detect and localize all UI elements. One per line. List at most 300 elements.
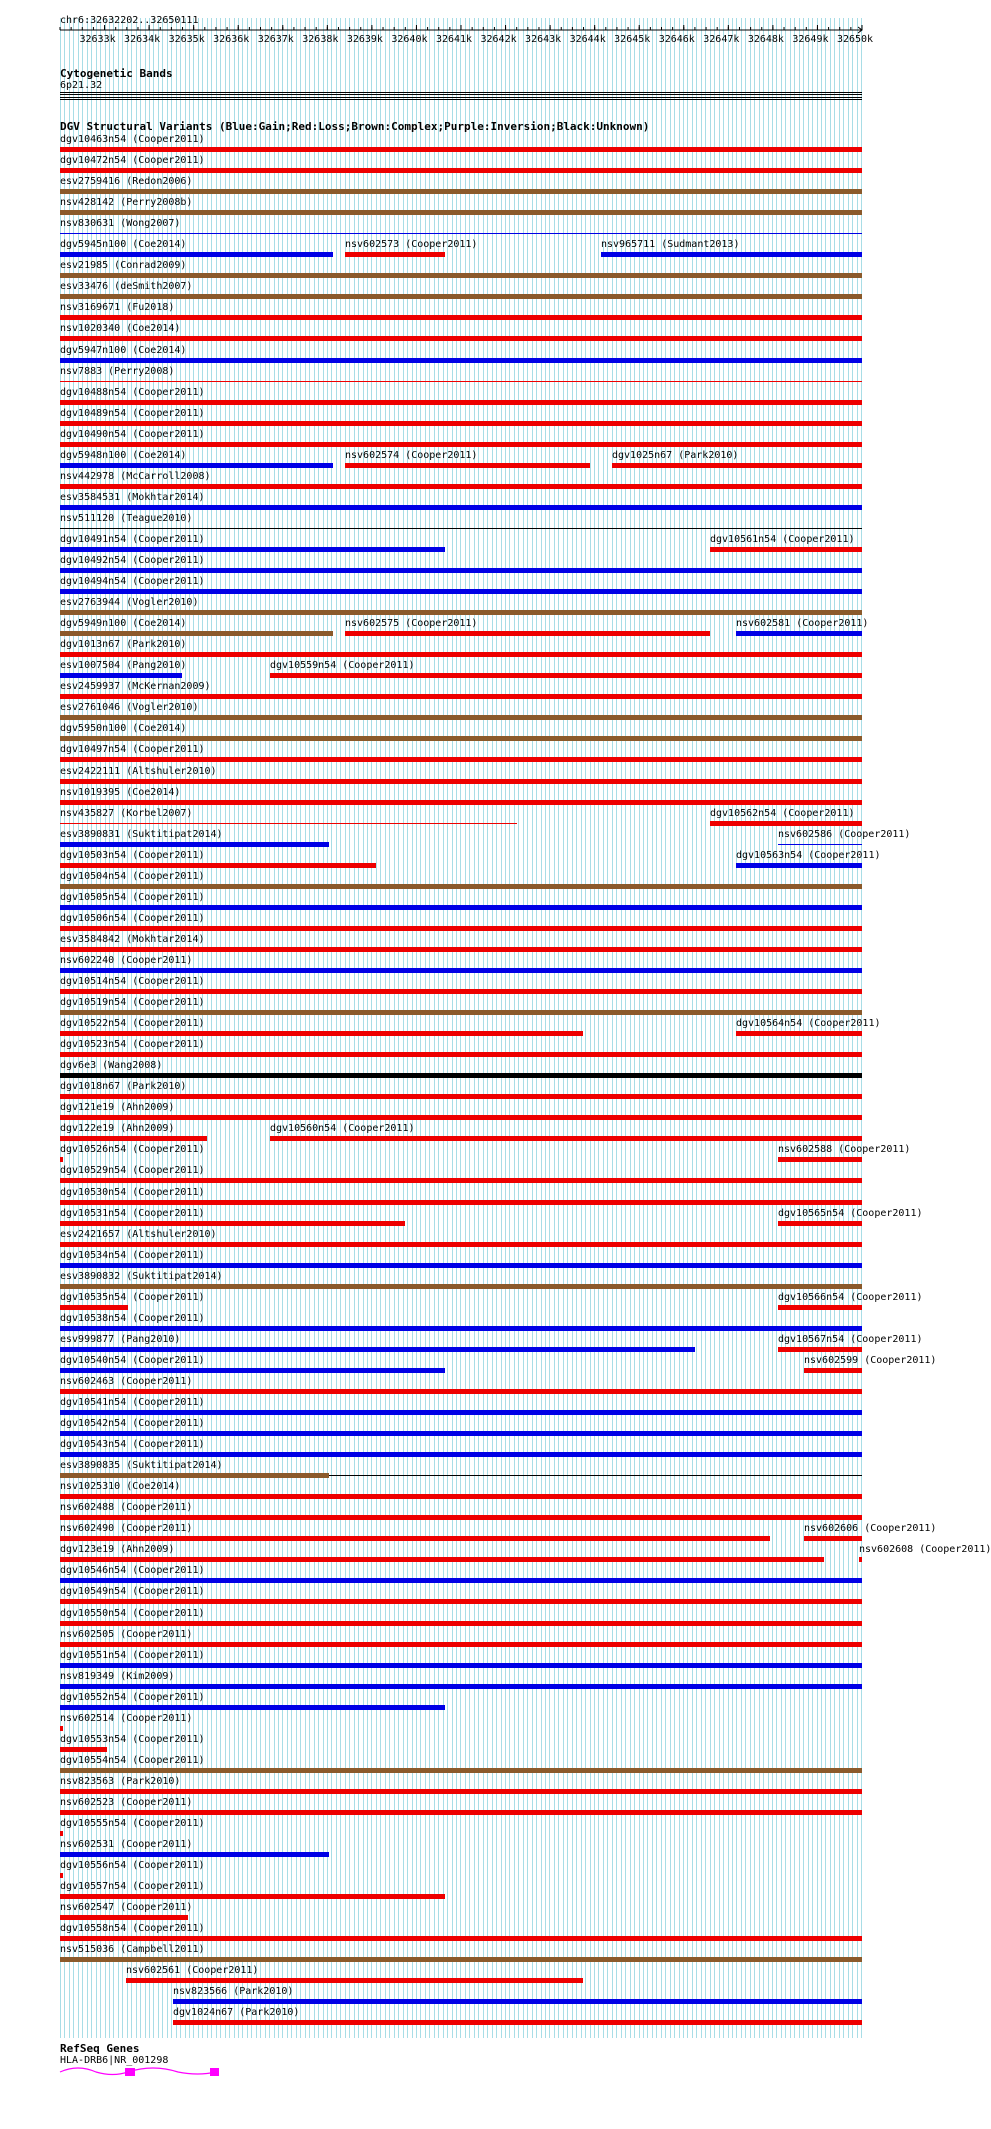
sv-feature-bar-loss[interactable] <box>60 1494 862 1499</box>
sv-feature-label[interactable]: nsv7883 (Perry2008) <box>60 366 175 377</box>
sv-feature-bar-loss[interactable] <box>60 1810 862 1815</box>
sv-feature-bar-loss[interactable] <box>60 800 862 805</box>
sv-feature-bar-loss[interactable] <box>60 336 862 341</box>
sv-feature-bar-gain[interactable] <box>60 1578 862 1583</box>
grid-line <box>247 18 248 2038</box>
sv-feature-label[interactable]: nsv602561 (Cooper2011) <box>126 1965 259 1976</box>
grid-line <box>509 18 510 2038</box>
sv-feature-label[interactable]: dgv10492n54 (Cooper2011) <box>60 555 205 566</box>
sv-feature-label[interactable]: dgv121e19 (Ahn2009) <box>60 1102 175 1113</box>
sv-feature-bar-loss[interactable] <box>60 1642 862 1647</box>
sv-feature-label[interactable]: nsv435827 (Korbel2007) <box>60 808 193 819</box>
sv-feature-bar-loss[interactable] <box>60 442 862 447</box>
sv-feature-bar-loss[interactable] <box>270 1136 862 1141</box>
sv-feature-bar-loss[interactable] <box>736 1031 862 1036</box>
grid-line <box>594 18 595 2038</box>
grid-line <box>474 18 475 2038</box>
sv-feature-label[interactable]: dgv5949n100 (Coe2014) <box>60 618 187 629</box>
sv-feature-bar-gain[interactable] <box>60 1263 862 1268</box>
sv-feature-label[interactable]: dgv10551n54 (Cooper2011) <box>60 1650 205 1661</box>
sv-feature-bar-loss[interactable] <box>60 1136 207 1141</box>
sv-feature-label[interactable]: esv3584842 (Mokhtar2014) <box>60 934 205 945</box>
grid-line <box>514 18 515 2038</box>
sv-feature-label[interactable]: esv3890832 (Suktitipat2014) <box>60 1271 223 1282</box>
sv-feature-bar-loss[interactable] <box>270 673 862 678</box>
sv-feature-label[interactable]: dgv10564n54 (Cooper2011) <box>736 1018 881 1029</box>
grid-line <box>483 18 484 2038</box>
sv-feature-bar-gain[interactable] <box>60 842 329 847</box>
grid-line <box>683 18 684 2038</box>
sv-feature-label[interactable]: dgv10550n54 (Cooper2011) <box>60 1608 205 1619</box>
grid-line <box>598 18 599 2038</box>
grid-line <box>701 18 702 2038</box>
sv-feature-label[interactable]: dgv10567n54 (Cooper2011) <box>778 1334 923 1345</box>
sv-feature-bar-loss[interactable] <box>60 147 862 152</box>
sv-feature-bar-gain[interactable] <box>60 505 862 510</box>
grid-line <box>460 18 461 2038</box>
sv-feature-bar-gain[interactable] <box>60 568 862 573</box>
sv-feature-bar-loss[interactable] <box>60 947 862 952</box>
sv-feature-bar-loss[interactable] <box>60 1305 128 1310</box>
sv-feature-bar-loss[interactable] <box>60 1052 862 1057</box>
sv-feature-label[interactable]: nsv602599 (Cooper2011) <box>804 1355 937 1366</box>
grid-line <box>643 18 644 2038</box>
sv-feature-label[interactable]: dgv10540n54 (Cooper2011) <box>60 1355 205 1366</box>
grid-line <box>367 18 368 2038</box>
gene-exon <box>210 2068 219 2076</box>
grid-line <box>603 18 604 2038</box>
sv-feature-label[interactable]: esv33476 (deSmith2007) <box>60 281 193 292</box>
sv-feature-bar-loss[interactable] <box>60 1599 862 1604</box>
sv-feature-bar-loss[interactable] <box>60 1936 862 1941</box>
sv-feature-bar-loss[interactable] <box>60 926 862 931</box>
sv-feature-bar-gain[interactable] <box>60 1368 445 1373</box>
grid-line <box>287 18 288 2038</box>
sv-feature-label[interactable]: nsv428142 (Perry2008b) <box>60 197 193 208</box>
sv-feature-bar-loss[interactable] <box>60 1157 63 1162</box>
sv-feature-bar-loss[interactable] <box>60 1242 862 1247</box>
ruler-tick-label: 32635k <box>168 34 205 45</box>
sv-feature-label[interactable]: dgv10489n54 (Cooper2011) <box>60 408 205 419</box>
sv-feature-bar-gain[interactable] <box>60 252 333 257</box>
sv-feature-label[interactable]: dgv1025n67 (Park2010) <box>612 450 739 461</box>
sv-feature-bar-gain[interactable] <box>778 844 862 845</box>
sv-feature-bar-gain[interactable] <box>60 905 862 910</box>
grid-line <box>256 18 257 2038</box>
grid-line <box>719 18 720 2038</box>
sv-feature-bar-loss[interactable] <box>60 1178 862 1183</box>
refseq-track-title: RefSeq Genes <box>60 2042 140 2055</box>
sv-feature-bar-loss[interactable] <box>126 1978 583 1983</box>
sv-feature-bar-loss[interactable] <box>60 484 862 489</box>
sv-feature-label[interactable]: dgv10562n54 (Cooper2011) <box>710 808 855 819</box>
sv-feature-label[interactable]: dgv10504n54 (Cooper2011) <box>60 871 205 882</box>
sv-feature-bar-loss[interactable] <box>778 1305 862 1310</box>
sv-feature-bar-complex[interactable] <box>60 1010 862 1015</box>
sv-feature-bar-complex[interactable] <box>60 210 862 215</box>
sv-feature-label[interactable]: nsv602514 (Cooper2011) <box>60 1713 193 1724</box>
sv-feature-bar-gain[interactable] <box>60 968 862 973</box>
sv-feature-label[interactable]: dgv10531n54 (Cooper2011) <box>60 1208 205 1219</box>
sv-feature-bar-loss[interactable] <box>60 757 862 762</box>
grid-line <box>572 18 573 2038</box>
grid-line <box>305 18 306 2038</box>
grid-line <box>563 18 564 2038</box>
sv-feature-bar-loss[interactable] <box>859 1557 862 1562</box>
sv-feature-label[interactable]: esv2422111 (Altshuler2010) <box>60 766 217 777</box>
sv-feature-label[interactable]: nsv442978 (McCarroll2008) <box>60 471 211 482</box>
sv-feature-bar-gain[interactable] <box>736 863 862 868</box>
ruler-tick-label: 32639k <box>346 34 383 45</box>
sv-feature-bar-complex[interactable] <box>60 884 862 889</box>
grid-line <box>220 18 221 2038</box>
grid-line <box>554 18 555 2038</box>
sv-feature-label[interactable]: dgv10530n54 (Cooper2011) <box>60 1187 205 1198</box>
sv-feature-bar-loss[interactable] <box>345 252 445 257</box>
gene-intron-line <box>60 2068 216 2075</box>
sv-feature-label[interactable]: dgv10566n54 (Cooper2011) <box>778 1292 923 1303</box>
sv-feature-label[interactable]: dgv1013n67 (Park2010) <box>60 639 187 650</box>
sv-feature-label[interactable]: nsv602575 (Cooper2011) <box>345 618 478 629</box>
sv-feature-bar-loss[interactable] <box>60 1894 445 1899</box>
sv-feature-label[interactable]: esv1007504 (Pang2010) <box>60 660 187 671</box>
sv-feature-bar-complex[interactable] <box>60 189 862 194</box>
sv-feature-bar-gain[interactable] <box>60 1410 862 1415</box>
sv-feature-bar-loss[interactable] <box>612 463 862 468</box>
dgv-track-title: DGV Structural Variants (Blue:Gain;Red:Loss;Brown:Complex;Purple:Inversion;Black:Unknown) <box>60 120 650 133</box>
ruler-tick-label: 32636k <box>213 34 250 45</box>
sv-feature-bar-loss[interactable] <box>60 779 862 784</box>
grid-line <box>505 18 506 2038</box>
sv-feature-label[interactable]: dgv5950n100 (Coe2014) <box>60 723 187 734</box>
grid-line <box>545 18 546 2038</box>
sv-feature-label[interactable]: dgv10503n54 (Cooper2011) <box>60 850 205 861</box>
refseq-gene-model[interactable] <box>58 2064 238 2080</box>
sv-feature-label[interactable]: nsv602463 (Cooper2011) <box>60 1376 193 1387</box>
grid-line <box>403 18 404 2038</box>
ruler-tick-label: 32642k <box>480 34 517 45</box>
grid-line <box>389 18 390 2038</box>
sv-feature-bar-loss[interactable] <box>345 463 590 468</box>
sv-feature-label[interactable]: nsv602608 (Cooper2011) <box>859 1544 991 1555</box>
sv-feature-bar-loss[interactable] <box>804 1368 862 1373</box>
sv-feature-label[interactable]: esv2763944 (Vogler2010) <box>60 597 199 608</box>
sv-feature-label[interactable]: dgv6e3 (Wang2008) <box>60 1060 163 1071</box>
sv-feature-bar-loss[interactable] <box>60 1747 107 1752</box>
sv-feature-label[interactable]: nsv1019395 (Coe2014) <box>60 787 181 798</box>
sv-feature-bar-loss[interactable] <box>60 1221 405 1226</box>
grid-line <box>354 18 355 2038</box>
grid-line <box>398 18 399 2038</box>
grid-line <box>407 18 408 2038</box>
sv-feature-label[interactable]: nsv819349 (Kim2009) <box>60 1671 175 1682</box>
sv-feature-label[interactable]: dgv10538n54 (Cooper2011) <box>60 1313 205 1324</box>
sv-feature-bar-loss[interactable] <box>710 821 862 826</box>
sv-feature-label[interactable]: nsv823566 (Park2010) <box>173 1986 294 1997</box>
sv-feature-bar-loss[interactable] <box>60 1831 63 1836</box>
sv-feature-bar-gain[interactable] <box>60 673 182 678</box>
sv-feature-label[interactable]: dgv10541n54 (Cooper2011) <box>60 1397 205 1408</box>
sv-feature-bar-loss[interactable] <box>60 863 376 868</box>
sv-feature-label[interactable]: dgv10543n54 (Cooper2011) <box>60 1439 205 1450</box>
ruler-tick-label: 32638k <box>302 34 339 45</box>
grid-line <box>692 18 693 2038</box>
sv-feature-bar-gain[interactable] <box>60 1663 862 1668</box>
sv-feature-bar-loss[interactable] <box>778 1221 862 1226</box>
sv-feature-label[interactable]: dgv10565n54 (Cooper2011) <box>778 1208 923 1219</box>
sv-feature-label[interactable]: nsv602588 (Cooper2011) <box>778 1144 911 1155</box>
ruler-tick-label: 32633k <box>79 34 116 45</box>
sv-feature-label[interactable]: esv2761046 (Vogler2010) <box>60 702 199 713</box>
sv-feature-bar-complex[interactable] <box>60 273 862 278</box>
sv-feature-label[interactable]: dgv10559n54 (Cooper2011) <box>270 660 415 671</box>
sv-feature-bar-loss[interactable] <box>804 1536 862 1541</box>
sv-feature-label[interactable]: nsv602490 (Cooper2011) <box>60 1523 193 1534</box>
sv-feature-bar-loss[interactable] <box>60 1389 862 1394</box>
sv-feature-bar-complex[interactable] <box>60 1284 862 1289</box>
sv-feature-label[interactable]: dgv10505n54 (Cooper2011) <box>60 892 205 903</box>
sv-feature-bar-gain[interactable] <box>60 547 445 552</box>
grid-line <box>238 18 239 2038</box>
sv-feature-tail <box>329 1475 862 1476</box>
sv-feature-label[interactable]: dgv10497n54 (Cooper2011) <box>60 744 205 755</box>
sv-feature-bar-loss[interactable] <box>60 1115 862 1120</box>
sv-feature-bar-complex[interactable] <box>60 1957 862 1962</box>
grid-line <box>394 18 395 2038</box>
sv-feature-bar-loss[interactable] <box>173 2020 862 2025</box>
sv-feature-label[interactable]: dgv10534n54 (Cooper2011) <box>60 1250 205 1261</box>
sv-feature-label[interactable]: dgv10523n54 (Cooper2011) <box>60 1039 205 1050</box>
sv-feature-bar-loss[interactable] <box>60 1031 583 1036</box>
sv-feature-label[interactable]: nsv602505 (Cooper2011) <box>60 1629 193 1640</box>
grid-line <box>340 18 341 2038</box>
sv-feature-label[interactable]: dgv5948n100 (Coe2014) <box>60 450 187 461</box>
sv-feature-label[interactable]: dgv10557n54 (Cooper2011) <box>60 1881 205 1892</box>
grid-line <box>282 18 283 2038</box>
sv-feature-bar-loss[interactable] <box>60 652 862 657</box>
grid-line <box>625 18 626 2038</box>
sv-feature-label[interactable]: nsv602574 (Cooper2011) <box>345 450 478 461</box>
sv-feature-bar-gain[interactable] <box>173 1999 862 2004</box>
sv-feature-bar-complex[interactable] <box>60 1768 862 1773</box>
sv-feature-bar-complex[interactable] <box>60 294 862 299</box>
sv-feature-label[interactable]: esv2459937 (McKernan2009) <box>60 681 211 692</box>
sv-feature-label[interactable]: dgv10556n54 (Cooper2011) <box>60 1860 205 1871</box>
grid-line <box>674 18 675 2038</box>
sv-feature-label[interactable]: nsv602573 (Cooper2011) <box>345 239 478 250</box>
sv-feature-label[interactable]: esv3890831 (Suktitipat2014) <box>60 829 223 840</box>
grid-line <box>616 18 617 2038</box>
sv-feature-bar-loss[interactable] <box>60 1873 63 1878</box>
sv-feature-label[interactable]: nsv830631 (Wong2007) <box>60 218 181 229</box>
grid-line <box>567 18 568 2038</box>
sv-feature-label[interactable]: nsv823563 (Park2010) <box>60 1776 181 1787</box>
sv-feature-label[interactable]: dgv122e19 (Ahn2009) <box>60 1123 175 1134</box>
grid-line <box>714 18 715 2038</box>
sv-feature-label[interactable]: nsv515036 (Campbell2011) <box>60 1944 205 1955</box>
sv-feature-label[interactable]: dgv5945n100 (Coe2014) <box>60 239 187 250</box>
sv-feature-label[interactable]: nsv602523 (Cooper2011) <box>60 1797 193 1808</box>
sv-feature-label[interactable]: dgv10529n54 (Cooper2011) <box>60 1165 205 1176</box>
sv-feature-bar-loss[interactable] <box>60 381 862 382</box>
sv-feature-bar-loss[interactable] <box>778 1347 862 1352</box>
sv-feature-label[interactable]: nsv602606 (Cooper2011) <box>804 1523 937 1534</box>
grid-line <box>412 18 413 2038</box>
grid-line <box>416 18 417 2038</box>
sv-feature-bar-gain[interactable] <box>60 1705 445 1710</box>
sv-feature-label[interactable]: dgv10535n54 (Cooper2011) <box>60 1292 205 1303</box>
sv-feature-label[interactable]: dgv10494n54 (Cooper2011) <box>60 576 205 587</box>
sv-feature-label[interactable]: dgv10553n54 (Cooper2011) <box>60 1734 205 1745</box>
sv-feature-label[interactable]: nsv602488 (Cooper2011) <box>60 1502 193 1513</box>
sv-feature-label[interactable]: dgv10472n54 (Cooper2011) <box>60 155 205 166</box>
sv-feature-bar-gain[interactable] <box>60 1347 695 1352</box>
sv-feature-label[interactable]: esv3584531 (Mokhtar2014) <box>60 492 205 503</box>
cytoband-line <box>60 94 862 95</box>
sv-feature-bar-loss[interactable] <box>60 1621 862 1626</box>
ruler-tick-label: 32641k <box>435 34 473 45</box>
sv-feature-label[interactable]: nsv965711 (Sudmant2013) <box>601 239 740 250</box>
grid-line <box>269 18 270 2038</box>
sv-feature-bar-complex[interactable] <box>60 610 862 615</box>
sv-feature-label[interactable]: dgv123e19 (Ahn2009) <box>60 1544 175 1555</box>
grid-line <box>670 18 671 2038</box>
ruler-tick-label: 32647k <box>703 34 740 45</box>
sv-feature-bar-gain[interactable] <box>60 1326 862 1331</box>
sv-feature-bar-loss[interactable] <box>60 1536 770 1541</box>
sv-feature-label[interactable]: dgv10490n54 (Cooper2011) <box>60 429 205 440</box>
sv-feature-label[interactable]: dgv10554n54 (Cooper2011) <box>60 1755 205 1766</box>
sv-feature-label[interactable]: dgv10488n54 (Cooper2011) <box>60 387 205 398</box>
grid-line <box>234 18 235 2038</box>
grid-line <box>429 18 430 2038</box>
sv-feature-label[interactable]: dgv10546n54 (Cooper2011) <box>60 1565 205 1576</box>
sv-feature-bar-loss[interactable] <box>710 547 862 552</box>
sv-feature-label[interactable]: dgv10522n54 (Cooper2011) <box>60 1018 205 1029</box>
refseq-gene-label[interactable]: HLA-DRB6|NR_001298 <box>60 2055 169 2066</box>
sv-feature-label[interactable]: dgv10506n54 (Cooper2011) <box>60 913 205 924</box>
sv-feature-bar-loss[interactable] <box>60 315 862 320</box>
grid-line <box>345 18 346 2038</box>
grid-line <box>634 18 635 2038</box>
sv-feature-label[interactable]: esv999877 (Pang2010) <box>60 1334 181 1345</box>
grid-line <box>331 18 332 2038</box>
grid-line <box>216 18 217 2038</box>
sv-feature-label[interactable]: dgv10563n54 (Cooper2011) <box>736 850 881 861</box>
grid-line <box>621 18 622 2038</box>
sv-feature-label[interactable]: dgv10552n54 (Cooper2011) <box>60 1692 205 1703</box>
sv-feature-bar-gain[interactable] <box>60 1852 329 1857</box>
sv-feature-bar-complex[interactable] <box>60 736 862 741</box>
sv-feature-bar-loss[interactable] <box>60 1515 862 1520</box>
sv-feature-label[interactable]: dgv10519n54 (Cooper2011) <box>60 997 205 1008</box>
sv-feature-bar-gain[interactable] <box>60 1431 862 1436</box>
sv-feature-label[interactable]: nsv602240 (Cooper2011) <box>60 955 193 966</box>
sv-feature-bar-gain[interactable] <box>60 1684 862 1689</box>
sv-feature-bar-loss[interactable] <box>60 1094 862 1099</box>
ruler-tick-label: 32646k <box>658 34 695 45</box>
sv-feature-label[interactable]: nsv3169671 (Fu2018) <box>60 302 175 313</box>
sv-feature-bar-gain[interactable] <box>601 252 862 257</box>
sv-feature-label[interactable]: nsv511120 (Teague2010) <box>60 513 193 524</box>
sv-feature-label[interactable]: nsv602531 (Cooper2011) <box>60 1839 193 1850</box>
sv-feature-label[interactable]: dgv1024n67 (Park2010) <box>173 2007 300 2018</box>
sv-feature-label[interactable]: dgv10514n54 (Cooper2011) <box>60 976 205 987</box>
grid-line <box>710 18 711 2038</box>
sv-feature-label[interactable]: dgv10555n54 (Cooper2011) <box>60 1818 205 1829</box>
sv-feature-bar-loss[interactable] <box>60 1726 63 1731</box>
sv-feature-label[interactable]: esv21985 (Conrad2009) <box>60 260 187 271</box>
sv-feature-label[interactable]: dgv10542n54 (Cooper2011) <box>60 1418 205 1429</box>
grid-line <box>207 18 208 2038</box>
sv-feature-bar-unknown[interactable] <box>60 528 862 529</box>
sv-feature-label[interactable]: nsv1020340 (Coe2014) <box>60 323 181 334</box>
sv-feature-label[interactable]: nsv602581 (Cooper2011) <box>736 618 869 629</box>
sv-feature-label[interactable]: dgv5947n100 (Coe2014) <box>60 345 187 356</box>
sv-feature-bar-loss[interactable] <box>60 823 517 824</box>
sv-feature-bar-complex[interactable] <box>60 1473 329 1478</box>
sv-feature-bar-loss[interactable] <box>60 1789 862 1794</box>
grid-line <box>251 18 252 2038</box>
sv-feature-label[interactable]: dgv10526n54 (Cooper2011) <box>60 1144 205 1155</box>
sv-feature-label[interactable]: dgv10491n54 (Cooper2011) <box>60 534 205 545</box>
sv-feature-label[interactable]: dgv10561n54 (Cooper2011) <box>710 534 855 545</box>
sv-feature-bar-loss[interactable] <box>345 631 710 636</box>
sv-feature-bar-gain[interactable] <box>60 358 862 363</box>
cytoband-title: Cytogenetic Bands <box>60 67 173 80</box>
sv-feature-bar-complex[interactable] <box>60 715 862 720</box>
sv-feature-bar-loss[interactable] <box>778 1157 862 1162</box>
sv-feature-bar-complex[interactable] <box>60 631 333 636</box>
grid-line <box>260 18 261 2038</box>
sv-feature-bar-loss[interactable] <box>60 400 862 405</box>
sv-feature-bar-gain[interactable] <box>60 463 333 468</box>
grid-line <box>527 18 528 2038</box>
grid-line <box>469 18 470 2038</box>
grid-line <box>492 18 493 2038</box>
grid-line <box>434 18 435 2038</box>
sv-feature-label[interactable]: nsv602586 (Cooper2011) <box>778 829 911 840</box>
sv-feature-bar-gain[interactable] <box>736 631 862 636</box>
sv-feature-bar-gain[interactable] <box>60 1452 862 1457</box>
sv-feature-label[interactable]: dgv10549n54 (Cooper2011) <box>60 1586 205 1597</box>
sv-feature-bar-unknown[interactable] <box>60 1073 862 1078</box>
grid-line <box>647 18 648 2038</box>
sv-feature-bar-loss[interactable] <box>60 1200 862 1205</box>
grid-line <box>376 18 377 2038</box>
sv-feature-label[interactable]: dgv10463n54 (Cooper2011) <box>60 134 205 145</box>
sv-feature-bar-loss[interactable] <box>60 1915 188 1920</box>
sv-feature-label[interactable]: dgv1018n67 (Park2010) <box>60 1081 187 1092</box>
sv-feature-bar-loss[interactable] <box>60 694 862 699</box>
sv-feature-label[interactable]: dgv10560n54 (Cooper2011) <box>270 1123 415 1134</box>
sv-feature-label[interactable]: nsv1025310 (Coe2014) <box>60 1481 181 1492</box>
sv-feature-label[interactable]: nsv602547 (Cooper2011) <box>60 1902 193 1913</box>
grid-line <box>630 18 631 2038</box>
sv-feature-label[interactable]: dgv10558n54 (Cooper2011) <box>60 1923 205 1934</box>
sv-feature-bar-loss[interactable] <box>60 421 862 426</box>
sv-feature-label[interactable]: esv3890835 (Suktitipat2014) <box>60 1460 223 1471</box>
grid-line <box>696 18 697 2038</box>
sv-feature-bar-loss[interactable] <box>60 168 862 173</box>
sv-feature-label[interactable]: esv2421657 (Altshuler2010) <box>60 1229 217 1240</box>
sv-feature-label[interactable]: esv2759416 (Redon2006) <box>60 176 193 187</box>
sv-feature-bar-gain[interactable] <box>60 589 862 594</box>
cytoband-label: 6p21.32 <box>60 80 103 91</box>
sv-feature-bar-loss[interactable] <box>60 1557 824 1562</box>
sv-feature-bar-loss[interactable] <box>60 989 862 994</box>
sv-feature-bar-gain[interactable] <box>60 233 862 234</box>
